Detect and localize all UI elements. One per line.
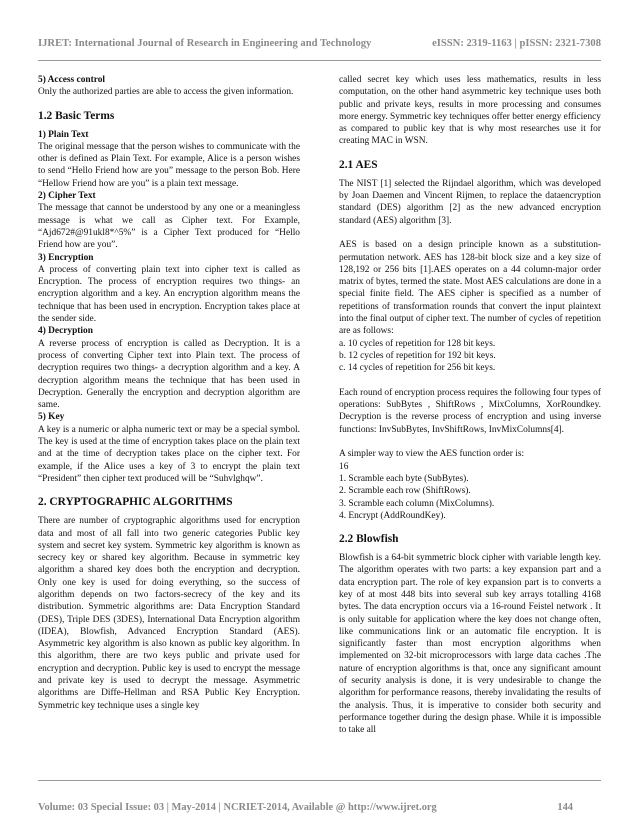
left-column [38,74,300,712]
aes-step-item: 3. Scramble each column (MixColumns). [339,498,495,509]
aes-step-item: 4. Encrypt (AddRoundKey). [339,510,446,521]
footer-rule [38,780,601,781]
aes-order-intro: A simpler way to view the AES function order is: [339,449,525,460]
aes-intro: The NIST [1] selected the Rijndael algorithm, which was developed by Joan Daemen and Vincent Rijmen, to replace the dataencryption standard (DES) algorithm [2] as the new advanced encryption standard (AES) algorithm [3]. [339,178,601,226]
access-control-heading: 5) Access control [38,75,105,85]
aes-cycle-item: a. 10 cycles of repetition for 128 bit keys. [339,338,496,349]
key-heading: 5) Key [38,412,65,423]
aes-cycle-item: b. 12 cycles of repetition for 192 bit keys. [339,350,496,361]
encryption-heading: 3) Encryption [38,252,94,263]
plain-text-heading: 1) Plain Text [38,129,89,140]
decryption-definition: A reverse process of encryption is called as Decryption. It is a process of converting Cipher text into Plain text. The process of decryption requires two things- a decryption algorithm and a key. A decryption algorithm means the technique that has been used in Decryption. Generally the encryption and decryption algorithm are same. [38,338,300,411]
decryption-heading: 4) Decryption [38,326,93,337]
journal-title: IJRET: International Journal of Research in Engineering and Technology [38,38,372,49]
running-footer [38,802,601,816]
header-rule [38,60,601,61]
aes-operations: Each round of encryption process requires the following four types of operations: SubBytes , ShiftRows , MixColumns, XorRoundkey. Decryption is the reverse process of encryption and using inverse functions: InvSubBytes, InvShiftRows, InvMixColumns[4]. [339,387,601,435]
volume-info: Volume: 03 Special Issue: 03 | May-2014 | NCRIET-2014, Available @ http://www.ijret.org [38,802,437,813]
continuation-paragraph: called secret key which uses less mathematics, results in less computation, on the other hand asymmetric key technique uses both public and private keys, results in more processing and consumes more energy. Symmetric key techniques offer better energy efficiency as compared to public key that is why most researches use it for creating MAC in WSN. [339,75,601,147]
basic-terms-heading: 1.2 Basic Terms [38,109,115,122]
cipher-text-definition: The message that cannot be understood by any one or a meaningless message is what we call as Cipher text. For Example, “Ajd672#@91ukl8*^5%” is a Cipher Text produced for “Hello Friend how are you”. [38,203,300,251]
page-number: 144 [557,802,573,813]
blowfish-text: Blowfish is a 64-bit symmetric block cipher with variable length key. The algorithm operates with two parts: a key expansion part and a data encryption part. The role of key expansion part is to converts a key of at most 448 bits into several sub key arrays totalling 4168 bytes. The data encryption occurs via a 16-round Feistel network . It is only suitable for application where the key does not change often, like communications link or an automatic file encryption. It is significantly faster than most encryption algorithms when implemented on 32-bit microprocessors with large data caches .The nature of encryption algorithms is that, once any significant amount of security analysis is done, it is very undesirable to change the algorithm for performance reasons, thereby invalidating the results of the analysis. Thus, it is imperative to consider both security and performance together during the design phase. While it is impossible to take all [339,553,601,736]
aes-heading: 2.1 AES [339,158,378,171]
access-control-text: Only the authorized parties are able to access the given information. [38,87,294,98]
running-header [38,38,601,54]
aes-step-item: 1. Scramble each byte (SubBytes). [339,473,469,484]
cipher-text-heading: 2) Cipher Text [38,191,96,202]
key-definition: A key is a numeric or alpha numeric text or may be a special symbol. The key is used at the time of encryption takes place on the plain text and at the time of decryption takes place on the cipher text. For example, if the Alice uses a key of 3 to encrypt the plain text “President” then cipher text produced will be “Suhvlghqw”. [38,424,300,484]
aes-cycle-item: c. 14 cycles of repetition for 256 bit keys. [339,363,496,374]
encryption-definition: A process of converting plain text into cipher text is called as Encryption. The process of encryption requires two things- an encryption algorithm and a key. An encryption algorithm means the technique that has been used in encryption. Encryption takes place at the sender side. [38,264,300,325]
aes-design: AES is based on a design principle known as a substitution-permutation network. AES has 128-bit block size and a key size of 128,192 or 256 bits [1].AES operates on a 44 column-major order matrix of bytes, termed the state. Most AES calculations are done in a special finite field. The AES cipher is specified as a number of repetitions of transformation rounds that convert the input plaintext into the final output of cipher text. The number of cycles of repetition are as follows: [339,240,601,337]
crypto-algorithms-text: There are number of cryptographic algorithms used for encryption data and most of all fall into two generic categories Public key system and secret key system. Symmetric key algorithm is known as secrecy key or shared key algorithm. Because in symmetric key algorithm a shared key does both the encryption and decryption. Only one key is used for doing everything, so the success of algorithm depends on two factors-secrecy of the key and its distribution. Symmetric algorithms are: Data Encryption Standard (DES), Triple DES (3DES), International Data Encryption algorithm (IDEA), Blowfish, Advanced Encryption Standard (AES). Asymmetric key algorithm is also known as public key algorithm. In this algorithm, there are two keys public and private used for encryption and decryption. Public key is used to encrypt the message and private key is used to decrypt the message. Asymmetric algorithms are Diffe-Hellman and RSA Public Key Encryption. Symmetric key technique uses a single key [38,516,300,711]
issn-info: eISSN: 2319-1163 | pISSN: 2321-7308 [432,38,601,49]
crypto-algorithms-heading: 2. CRYPTOGRAPHIC ALGORITHMS [38,496,233,509]
aes-step-item: 2. Scramble each row (ShiftRows). [339,486,471,497]
blowfish-heading: 2.2 Blowfish [339,533,399,546]
aes-order-number: 16 [339,461,349,472]
plain-text-definition: The original message that the person wishes to communicate with the other is defined as Plain Text. For example, Alice is a person wishes to send “Hello Friend how are you” message to the person Bob. Here “Hellow Friend how are you” is a plain text message. [38,141,300,189]
right-column [339,74,601,737]
